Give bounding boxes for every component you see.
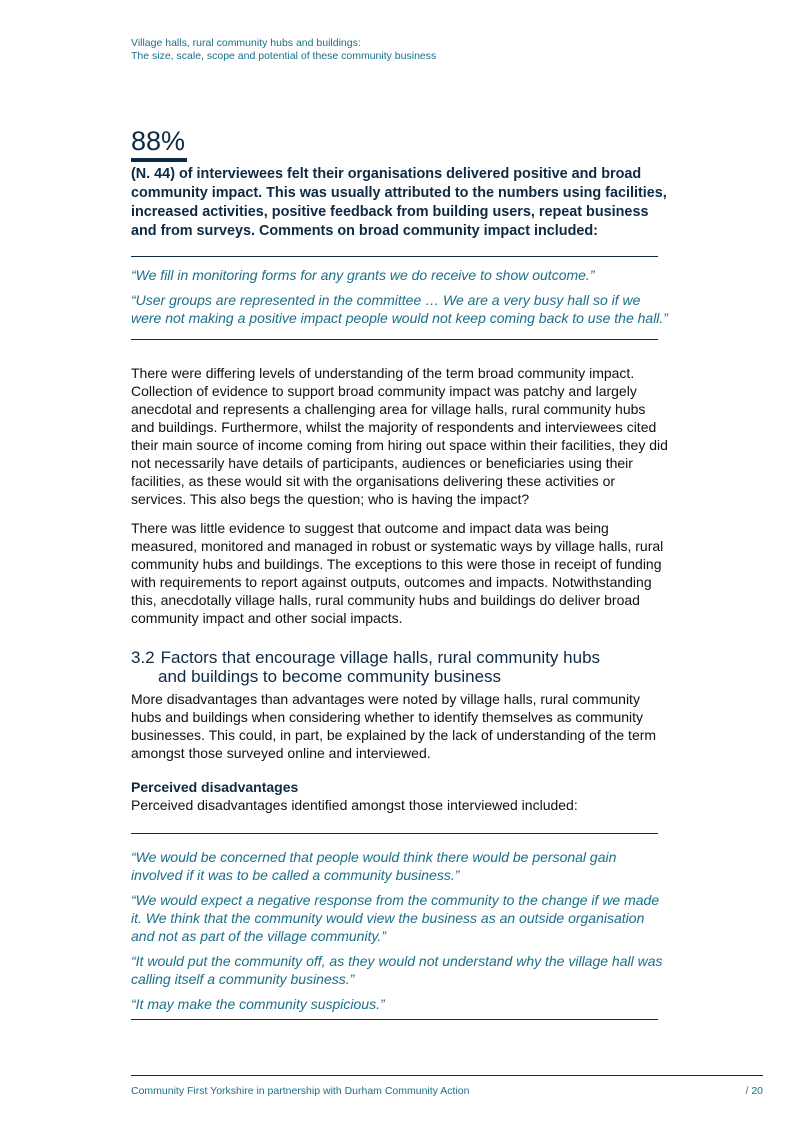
stat-value: 88%	[131, 126, 186, 156]
section-paragraph	[131, 690, 671, 762]
divider-top-quotes1	[131, 256, 658, 257]
stat-description: (N. 44) of interviewees felt their organisations delivered positive and broad community impact. This was usually attributed to the numbers using facilities, increased activities, positive feedback from building users, repeat business and from surveys. Comments on broad community impact included:	[131, 166, 667, 239]
quote: “User groups are represented in the committee … We are a very busy hall so if we were not making a positive impact people would not keep coming back to use the hall.”	[131, 292, 668, 326]
quote-block-disadvantages	[131, 848, 671, 1020]
quote: “We fill in monitoring forms for any grants we do receive to show outcome.”	[131, 267, 595, 283]
subsection-heading: Perceived disadvantages	[131, 779, 299, 795]
divider-bottom-quotes2	[131, 1019, 658, 1020]
running-header-line1: Village halls, rural community hubs and buildings:	[131, 37, 361, 49]
paragraph: Perceived disadvantages identified amongst those interviewed included:	[131, 797, 578, 813]
footer-text: Community First Yorkshire in partnership with Durham Community Action	[131, 1085, 470, 1097]
divider-bottom-quotes1	[131, 339, 658, 340]
section-heading	[131, 648, 671, 686]
quote: “We would be concerned that people would think there would be personal gain involved if it was to be called a community business.”	[131, 849, 617, 883]
stat-underline	[131, 158, 187, 162]
body-paragraph-1	[131, 364, 671, 508]
paragraph: There was little evidence to suggest that outcome and impact data was being measured, monitored and managed in robust or systematic ways by village halls, rural community hubs and buildings. The exceptions to this were those in receipt of funding with requirements to report against outputs, outcomes and impacts. Notwithstanding this, anecdotally village halls, rural community hubs and buildings do deliver broad community impact and other social impacts.	[131, 520, 664, 626]
running-header-line2: The size, scale, scope and potential of these community business	[131, 50, 437, 62]
quote-block-impact	[131, 266, 671, 334]
subsection-intro	[131, 796, 671, 814]
paragraph: There were differing levels of understanding of the term broad community impact. Collection of evidence to support broad community impact was patchy and largely anecdotal and represents a challenging area for village halls, rural community hubs and buildings. Furthermore, whilst the majority of respondents and interviewees cited their main source of income coming from hiring out space within their facilities, they did not necessarily have details of participants, audiences or beneficiaries using their facilities, as these would sit with the organisations delivering these activities or services. This also begs the question; who is having the impact?	[131, 365, 668, 507]
paragraph: More disadvantages than advantages were noted by village halls, rural community hubs and buildings when considering whether to identify themselves as community businesses. This could, in part, be explained by the lack of understanding of the term amongst those surveyed online and interviewed.	[131, 691, 657, 761]
section-number: 3.2	[131, 648, 155, 667]
quote: “It may make the community suspicious.”	[131, 996, 385, 1012]
footer-divider	[131, 1075, 763, 1076]
page-number: / 20	[745, 1085, 763, 1097]
body-paragraph-2	[131, 519, 671, 627]
running-header	[131, 37, 436, 63]
section-title-line1: Factors that encourage village halls, rural community hubs	[160, 648, 601, 667]
quote: “We would expect a negative response from the community to the change if we made it. We think that the community would view the business as an outside organisation and not as part of the village community.”	[131, 892, 660, 944]
quote: “It would put the community off, as they would not understand why the village hall was calling itself a community business.”	[131, 953, 663, 987]
section-title-line2: and buildings to become community business	[158, 667, 502, 686]
divider-top-quotes2	[131, 833, 658, 834]
